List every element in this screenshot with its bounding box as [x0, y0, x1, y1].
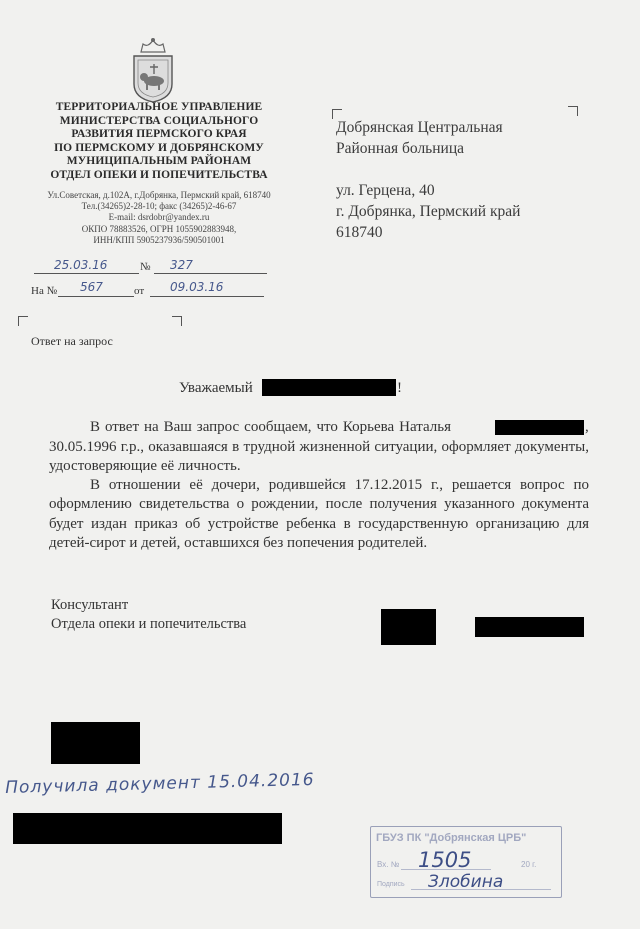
recipient-line: 618740 — [336, 224, 383, 241]
org-line: РАЗВИТИЯ ПЕРМСКОГО КРАЯ — [71, 128, 247, 141]
contact-line: Ул.Советская, д.102А, г.Добрянка, Пермский край, 618740 — [47, 190, 271, 200]
sender-organization — [30, 101, 288, 183]
redacted-surname — [495, 420, 584, 435]
recipient-line: ул. Герцена, 40 — [336, 182, 435, 199]
redacted-name — [262, 379, 396, 396]
org-line: ПО ПЕРМСКОМУ И ДОБРЯНСКОМУ — [54, 141, 264, 154]
signature-title-line1: Консультант — [51, 597, 129, 613]
stamp-in-label: Вх. № — [377, 860, 400, 869]
redacted-signer-name — [475, 617, 584, 637]
redacted-block — [51, 722, 140, 764]
org-line: ТЕРРИТОРИАЛЬНОЕ УПРАВЛЕНИЕ — [55, 101, 263, 113]
reference-date-line — [150, 296, 264, 297]
reference-number: 567 — [80, 280, 103, 294]
org-line: МУНИЦИПАЛЬНЫМ РАЙОНАМ — [66, 155, 252, 168]
subject-corner-left — [18, 316, 28, 326]
recipient-line: Добрянская Центральная — [336, 119, 503, 136]
reference-ot-label: от — [134, 285, 145, 297]
contact-line: E-mail: dsrdobr@yandex.ru — [108, 212, 210, 223]
contact-line: ОКПО 78883526, ОГРН 1055902883948, — [81, 223, 237, 234]
reference-number-line — [58, 296, 134, 297]
outgoing-date: 25.03.16 — [54, 258, 108, 272]
reference-date: 09.03.16 — [170, 280, 224, 294]
outgoing-number: 327 — [170, 258, 193, 272]
redacted-receiver — [13, 813, 282, 844]
outgoing-number-label: № — [140, 261, 151, 273]
body-paragraph-1-rest: 30.05.1996 г.р., оказавшаяся в трудной жизненной ситуации, оформляет документы, удостоверяющие её личность. — [49, 439, 589, 475]
stamp-sign-label: Подпись — [377, 881, 405, 888]
body-p1-start: В ответ на Ваш запрос сообщаем, что Корьева Наталья — [90, 419, 451, 435]
stamp-signature: Злобина — [428, 872, 504, 892]
coat-of-arms-emblem — [128, 34, 178, 104]
recipient-line: Районная больница — [336, 140, 465, 157]
org-line: МИНИСТЕРСТВА СОЦИАЛЬНОГО — [59, 114, 259, 127]
contact-line: Тел.(34265)2-28-10; факс (34265)2-46-67 — [81, 201, 237, 212]
body-paragraph-2: В отношении её дочери, родившейся 17.12.2015 г., решается вопрос по оформлению свидетельства о рождении, после получения указанного документа будет издан приказ об устройстве ребенка в государственную организацию для детей-сирот и детей, оставшихся без попечения родителей. — [49, 477, 589, 551]
recipient-corner-right — [568, 106, 578, 116]
stamp-title: ГБУЗ ПК "Добрянская ЦРБ" — [376, 832, 527, 844]
contact-line: ИНН/КПП 5905237936/590501001 — [93, 234, 225, 245]
reference-na-label: На № — [31, 285, 58, 297]
salutation-prefix: Уважаемый — [179, 380, 253, 396]
sender-contacts — [30, 190, 288, 246]
stamp-incoming-number: 1505 — [418, 848, 472, 872]
recipient-address — [336, 117, 520, 243]
subject-line: Ответ на запрос — [31, 334, 113, 348]
handwritten-receipt-note: Получила документ 15.04.2016 — [5, 769, 315, 798]
salutation-suffix: ! — [397, 380, 402, 396]
redacted-signature — [381, 609, 436, 645]
body-p1-comma: , — [585, 419, 589, 435]
outgoing-number-line — [154, 273, 267, 274]
org-line: ОТДЕЛ ОПЕКИ И ПОПЕЧИТЕЛЬСТВА — [50, 168, 268, 181]
outgoing-date-line — [34, 273, 139, 274]
stamp-year-label: 20 г. — [521, 860, 537, 869]
signature-title-line2: Отдела опеки и попечительства — [51, 616, 247, 632]
recipient-line: г. Добрянка, Пермский край — [336, 203, 521, 220]
salutation — [179, 380, 253, 397]
signature-title — [51, 596, 246, 634]
subject-corner-right — [172, 316, 182, 326]
